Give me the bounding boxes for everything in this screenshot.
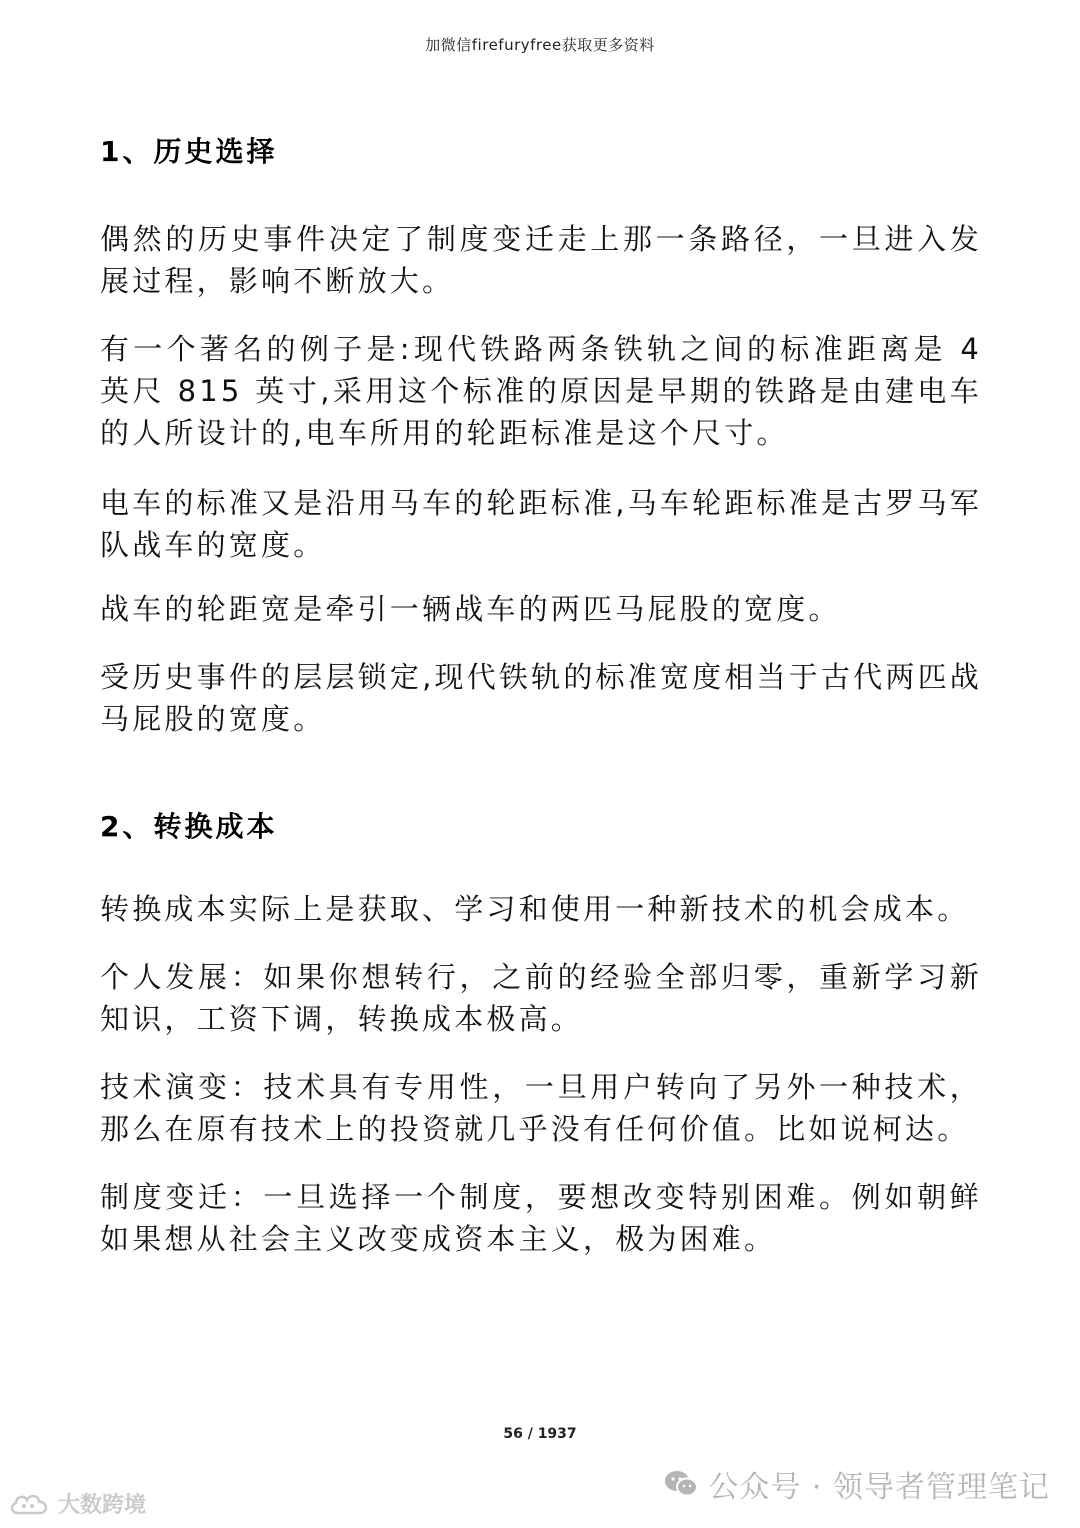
paragraph: 战车的轮距宽是牵引一辆战车的两匹马屁股的宽度。 — [100, 592, 841, 626]
watermark-right-text: 公众号 · 领导者管理笔记 — [708, 1470, 1050, 1505]
cloud-logo-icon — [8, 1491, 52, 1517]
paragraph: 技术演变：技术具有专用性，一旦用户转向了另外一种技术，那么在原有技术上的投资就几乎没有任何价值。比如说柯达。 — [100, 1070, 982, 1146]
paragraph: 偶然的历史事件决定了制度变迁走上那一条路径，一旦进入发展过程，影响不断放大。 — [100, 222, 982, 298]
paragraph: 个人发展：如果你想转行，之前的经验全部归零，重新学习新知识，工资下调，转换成本极高。 — [100, 960, 982, 1036]
section-heading-switching-cost: 2、转换成本 — [100, 810, 278, 843]
paragraph: 制度变迁：一旦选择一个制度，要想改变特别困难。例如朝鲜如果想从社会主义改变成资本主义，极为困难。 — [100, 1180, 982, 1256]
paragraph: 有一个著名的例子是:现代铁路两条铁轨之间的标准距离是 4 英尺 815 英寸,采用这个标准的原因是早期的铁路是由建电车的人所设计的,电车所用的轮距标准是这个尺寸。 — [100, 332, 982, 450]
wechat-icon — [664, 1469, 698, 1499]
header-note: 加微信firefuryfree获取更多资料 — [425, 36, 655, 54]
section-heading-history-choice: 1、历史选择 — [100, 135, 278, 168]
watermark-left-text: 大数跨境 — [58, 1493, 147, 1518]
paragraph: 转换成本实际上是获取、学习和使用一种新技术的机会成本。 — [100, 892, 970, 926]
page-number: 56 / 1937 — [503, 1426, 577, 1442]
paragraph: 电车的标准又是沿用马车的轮距标准,马车轮距标准是古罗马军队战车的宽度。 — [100, 486, 982, 562]
watermark-right — [664, 1462, 1050, 1506]
watermark-left — [8, 1488, 146, 1519]
paragraph: 受历史事件的层层锁定,现代铁轨的标准宽度相当于古代两匹战马屁股的宽度。 — [100, 660, 982, 736]
